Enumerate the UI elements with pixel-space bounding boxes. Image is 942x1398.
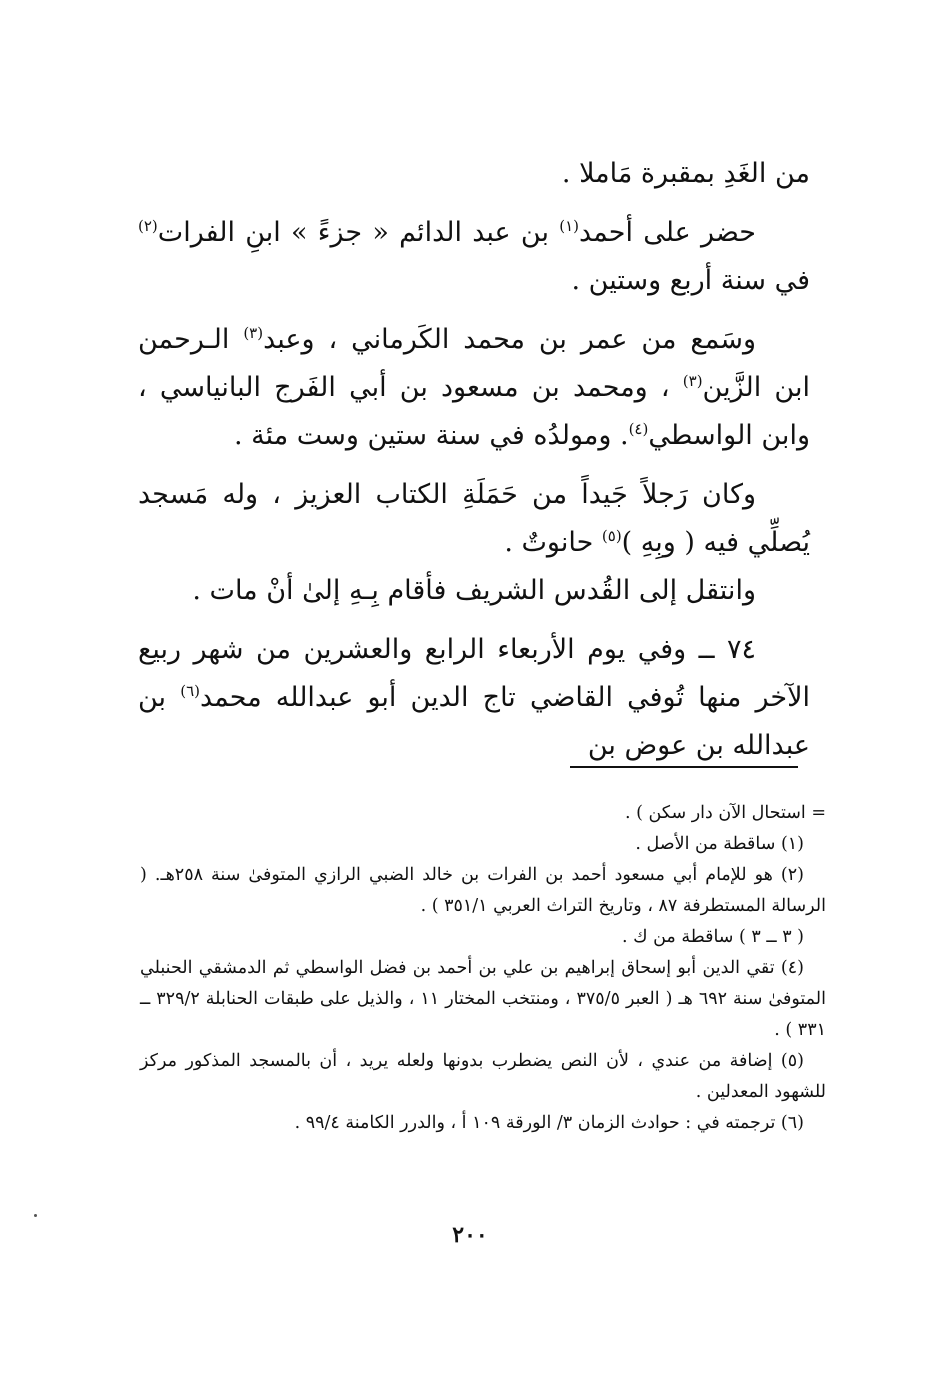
text-span: ، ومحمد بن مسعود بن أبي الفَرج البانياسي ، وابن الواسطي (138, 372, 810, 451)
main-text (138, 150, 810, 770)
paragraph-move (138, 567, 810, 615)
footnotes (140, 798, 826, 1139)
footnote-ref-2: (٢) (138, 217, 158, 235)
text-line-1 (138, 150, 810, 198)
page-number: ٢٠٠ (452, 1222, 488, 1248)
footnote-1: (١) ساقطة من الأصل . (635, 834, 804, 854)
footnote-ref-1: (١) (559, 217, 579, 235)
footnote-2: (٢) هو للإمام أبي مسعود أحمد بن الفرات بن خالد الضبي الرازي المتوفىٰ سنة ٢٥٨هـ. ( الرسالة المستطرفة ٨٧ ، وتاريخ التراث العربي ٣٥١/١ ) . (140, 865, 826, 916)
footnote-ref-4: (٤) (628, 420, 649, 438)
footnote-3: ( ٣ ــ ٣ ) ساقطة من ك . (621, 927, 804, 947)
footnote-continuation: = استحال الآن دار سكن ) . (624, 803, 826, 823)
text-span: من الغَدِ بمقبرة مَاملا . (561, 158, 810, 189)
footnote-ref-5: (٥) (601, 527, 622, 545)
footnote-ref-3a: (٣) (243, 324, 264, 342)
footnote-5: (٥) إضافة من عندي ، لأن النص يضطرب بدونها ولعله يريد ، أن بالمسجد المذكور مركز للشهود المعدلين . (140, 1051, 826, 1102)
text-span: ٧٤ ــ وفي يوم الأربعاء الرابع والعشرين من شهر ربيع الآخر منها تُوفي القاضي تاج الدين أبو عبدالله محمد (138, 634, 810, 713)
paragraph-character (138, 471, 810, 567)
text-span: . ومولدُه في سنة ستين وست مئة . (233, 420, 629, 451)
footnote-4: (٤) تقي الدين أبو إسحاق إبراهيم بن علي بن أحمد بن فضل الواسطي ثم الدمشقي الحنبلي المتوفىٰ سنة ٦٩٢ هـ ( العبر ٣٧٥/٥ ، ومنتخب المختار ١١ ، والذيل على طبقات الحنابلة ٣٢٩/٢ ــ ٣٣١ ) . (140, 958, 826, 1040)
text-span: حضر على أحمد (578, 217, 756, 248)
text-span: بن عبد الدائم « جزءً » ابنِ الفرات (157, 217, 560, 248)
text-span: في سنة أربع وستين . (571, 265, 810, 296)
text-span: الـرحمن ابن الزَّين (138, 324, 810, 403)
footnote-separator (570, 766, 798, 768)
paragraph-attendance (138, 209, 810, 305)
footnote-ref-6: (٦) (180, 682, 200, 700)
text-span: وكان رَجلاً جَيداً من حَمَلَةِ الكتاب العزيز ، وله مَسجد يُصلِّي فيه ( وبِهِ ) (138, 479, 810, 558)
text-span: بن عبدالله بن عوض بن (138, 682, 810, 761)
text-span: حانوتٌ . (504, 527, 602, 558)
scan-speck (34, 1214, 37, 1217)
paragraph-entry-74 (138, 626, 810, 770)
text-span: وانتقل إلى القُدس الشريف فأقام بِـهِ إلىٰ أنْ مات . (192, 575, 756, 606)
footnote-ref-3b: (٣) (682, 372, 703, 390)
text-span: وسَمع من عمر بن محمد الكَرماني ، وعبد (263, 324, 756, 355)
footnote-6: (٦) ترجمته في : حوادث الزمان ٣/ الورقة ١٠٩ أ ، والدرر الكامنة ٩٩/٤ . (294, 1113, 804, 1133)
paragraph-teachers (138, 316, 810, 460)
